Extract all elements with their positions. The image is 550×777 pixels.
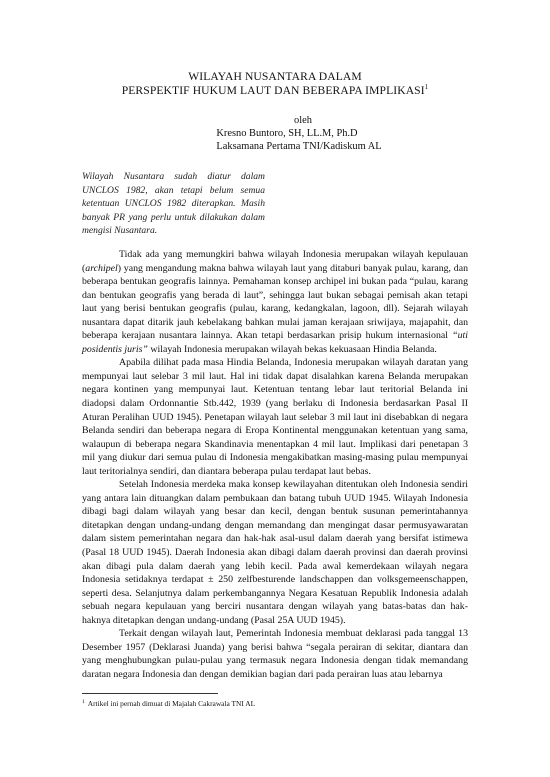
paragraph-1-part-a: Tidak ada yang memungkiri bahwa wilayah Indonesia merupakan wilayah kepulauan ( xyxy=(82,249,468,274)
paragraph-1-part-c: wilayah Indonesia merupakan wilayah bekas kekuasaan Hindia Belanda. xyxy=(147,343,437,355)
body-text xyxy=(82,248,468,682)
footnote-separator xyxy=(82,693,218,694)
paragraph-1-italic-2: “uti posidentis juris” xyxy=(82,330,468,355)
paragraph-2: Apabila dilihat pada masa Hindia Belanda, Indonesia merupakan wilayah daratan yang mempunyai laut selebar 3 mil laut. Hal ini tidak dapat disalahkan karena Belanda merupakan negara kontinen yang mempunyai laut. Ketentuan tentang lebar laut teritorial Belanda ini diadopsi dalam Ordonnantie Stb.442, 1939 (yang berlaku di Indonesia berdasarkan Pasal II Aturan Peralihan UUD 1945). Penetapan wilayah laut selebar 3 mil laut ini disebabkan di negara Belanda sendiri dan beberapa negara di Eropa Kontinental menggunakan ketentuan yang sama, walaupun di beberapa negara Skandinavia menentapkan 4 mil laut. Implikasi dari penetapan 3 mil yang diukur dari semua pulau di Indonesia mengakibatkan masing-masing pulau mempunyai laut teritorialnya sendiri, dan diantara beberapa pulau terdapat laut bebas. xyxy=(82,357,468,477)
title-text-1: WILAYAH NUSANTARA DALAM xyxy=(188,70,362,83)
title-footnote-mark: 1 xyxy=(424,83,429,91)
title-text-2: PERSPEKTIF HUKUM LAUT DAN BEBERAPA IMPLIKASI xyxy=(121,84,425,97)
title-line-2 xyxy=(80,83,470,98)
byline-position: Laksamana Pertama TNI/Kadiskum AL xyxy=(216,141,382,152)
byline-author: Kresno Buntoro, SH, LL.M, Ph.D xyxy=(216,128,358,139)
paragraph-4: Terkait dengan wilayah laut, Pemerintah Indonesia membuat deklarasi pada tanggal 13 Desember 1957 (Deklarasi Juanda) yang berisi bahwa “segala perairan di sekitar, diantara dan yang menghubungkan pulau-pulau yang termasuk negara Indonesia dengan tidak memandang daratan negara Indonesia dan dengan demikian bagian dari pada perairan luas atau lebarnya xyxy=(82,628,468,680)
paragraph-1 xyxy=(82,248,468,356)
paragraph-1-part-b: ) yang mengandung makna bahwa wilayah laut yang ditaburi banyak pulau, karang, dan beberapa bentukan geografis lainnya. Pemahaman konsep archipel ini bukan pada “pulau, karang dan bentukan geografis yang berada di laut”, sehingga laut bukan sebagai pemisah akan tetapi laut yang berisi bentukan geografis (pulau, karang, kedangkalan, lagoon, dll). Sejarah wilayah nusantara dapat ditarik jauh kebelakang bahkan mulai jaman kerajaan sriwijaya, majapahit, dan beberapa kerajaan nusantara lainnya. Akan tetapi berdasarkan prisip hukum internasional xyxy=(82,262,468,342)
paragraph-1-italic: archipel xyxy=(85,262,118,274)
paragraph-3: Setelah Indonesia merdeka maka konsep kewilayahan ditentukan oleh Indonesia sendiri yang antara lain dituangkan dalam pembukaan dan batang tubuh UUD 1945. Wilayah Indonesia dibagi bagi dalam wilayah yang besar dan kecil, dengan bentuk susunan pemerintahannya ditetapkan dengan undang-undang dengan memandang dan mengingat dasar permusyawaratan dalam sistem pemerintahan negara dan hak-hak asal-usul dalam daerah yang bersifat istimewa (Pasal 18 UUD 1945). Daerah Indonesia akan dibagi dalam daerah provinsi dan daerah provinsi akan dibagi pula dalam daerah yang lebih kecil. Pada awal kemerdekaan wilayah negara Indonesia setidaknya terdapat ± 250 zelfbesturende landschappen dan volksgemeenschappen, seperti desa. Selanjutnya dalam perkembangannya Negara Kesatuan Republik Indonesia adalah sebuah negara kepulauan yang berciri nusantara dengan wilayah yang batas-batas dan hak-haknya ditetapkan dengan undang-undang (Pasal 25A UUD 1945). xyxy=(82,479,468,626)
footnote xyxy=(82,699,468,709)
title-line-1 xyxy=(80,69,470,84)
footnote-mark: 1 xyxy=(82,699,85,705)
byline-oleh: oleh xyxy=(294,115,312,126)
footnote-text: Artikel ini pernah dimuat di Majalah Cakrawala TNI AL xyxy=(87,699,256,708)
abstract: Wilayah Nusantara sudah diatur dalam UNCLOS 1982, akan tetapi belum semua ketentuan UNCLOS 1982 diterapkan. Masih banyak PR yang perlu untuk dilakukan dalam mengisi Nusantara. xyxy=(82,171,265,237)
